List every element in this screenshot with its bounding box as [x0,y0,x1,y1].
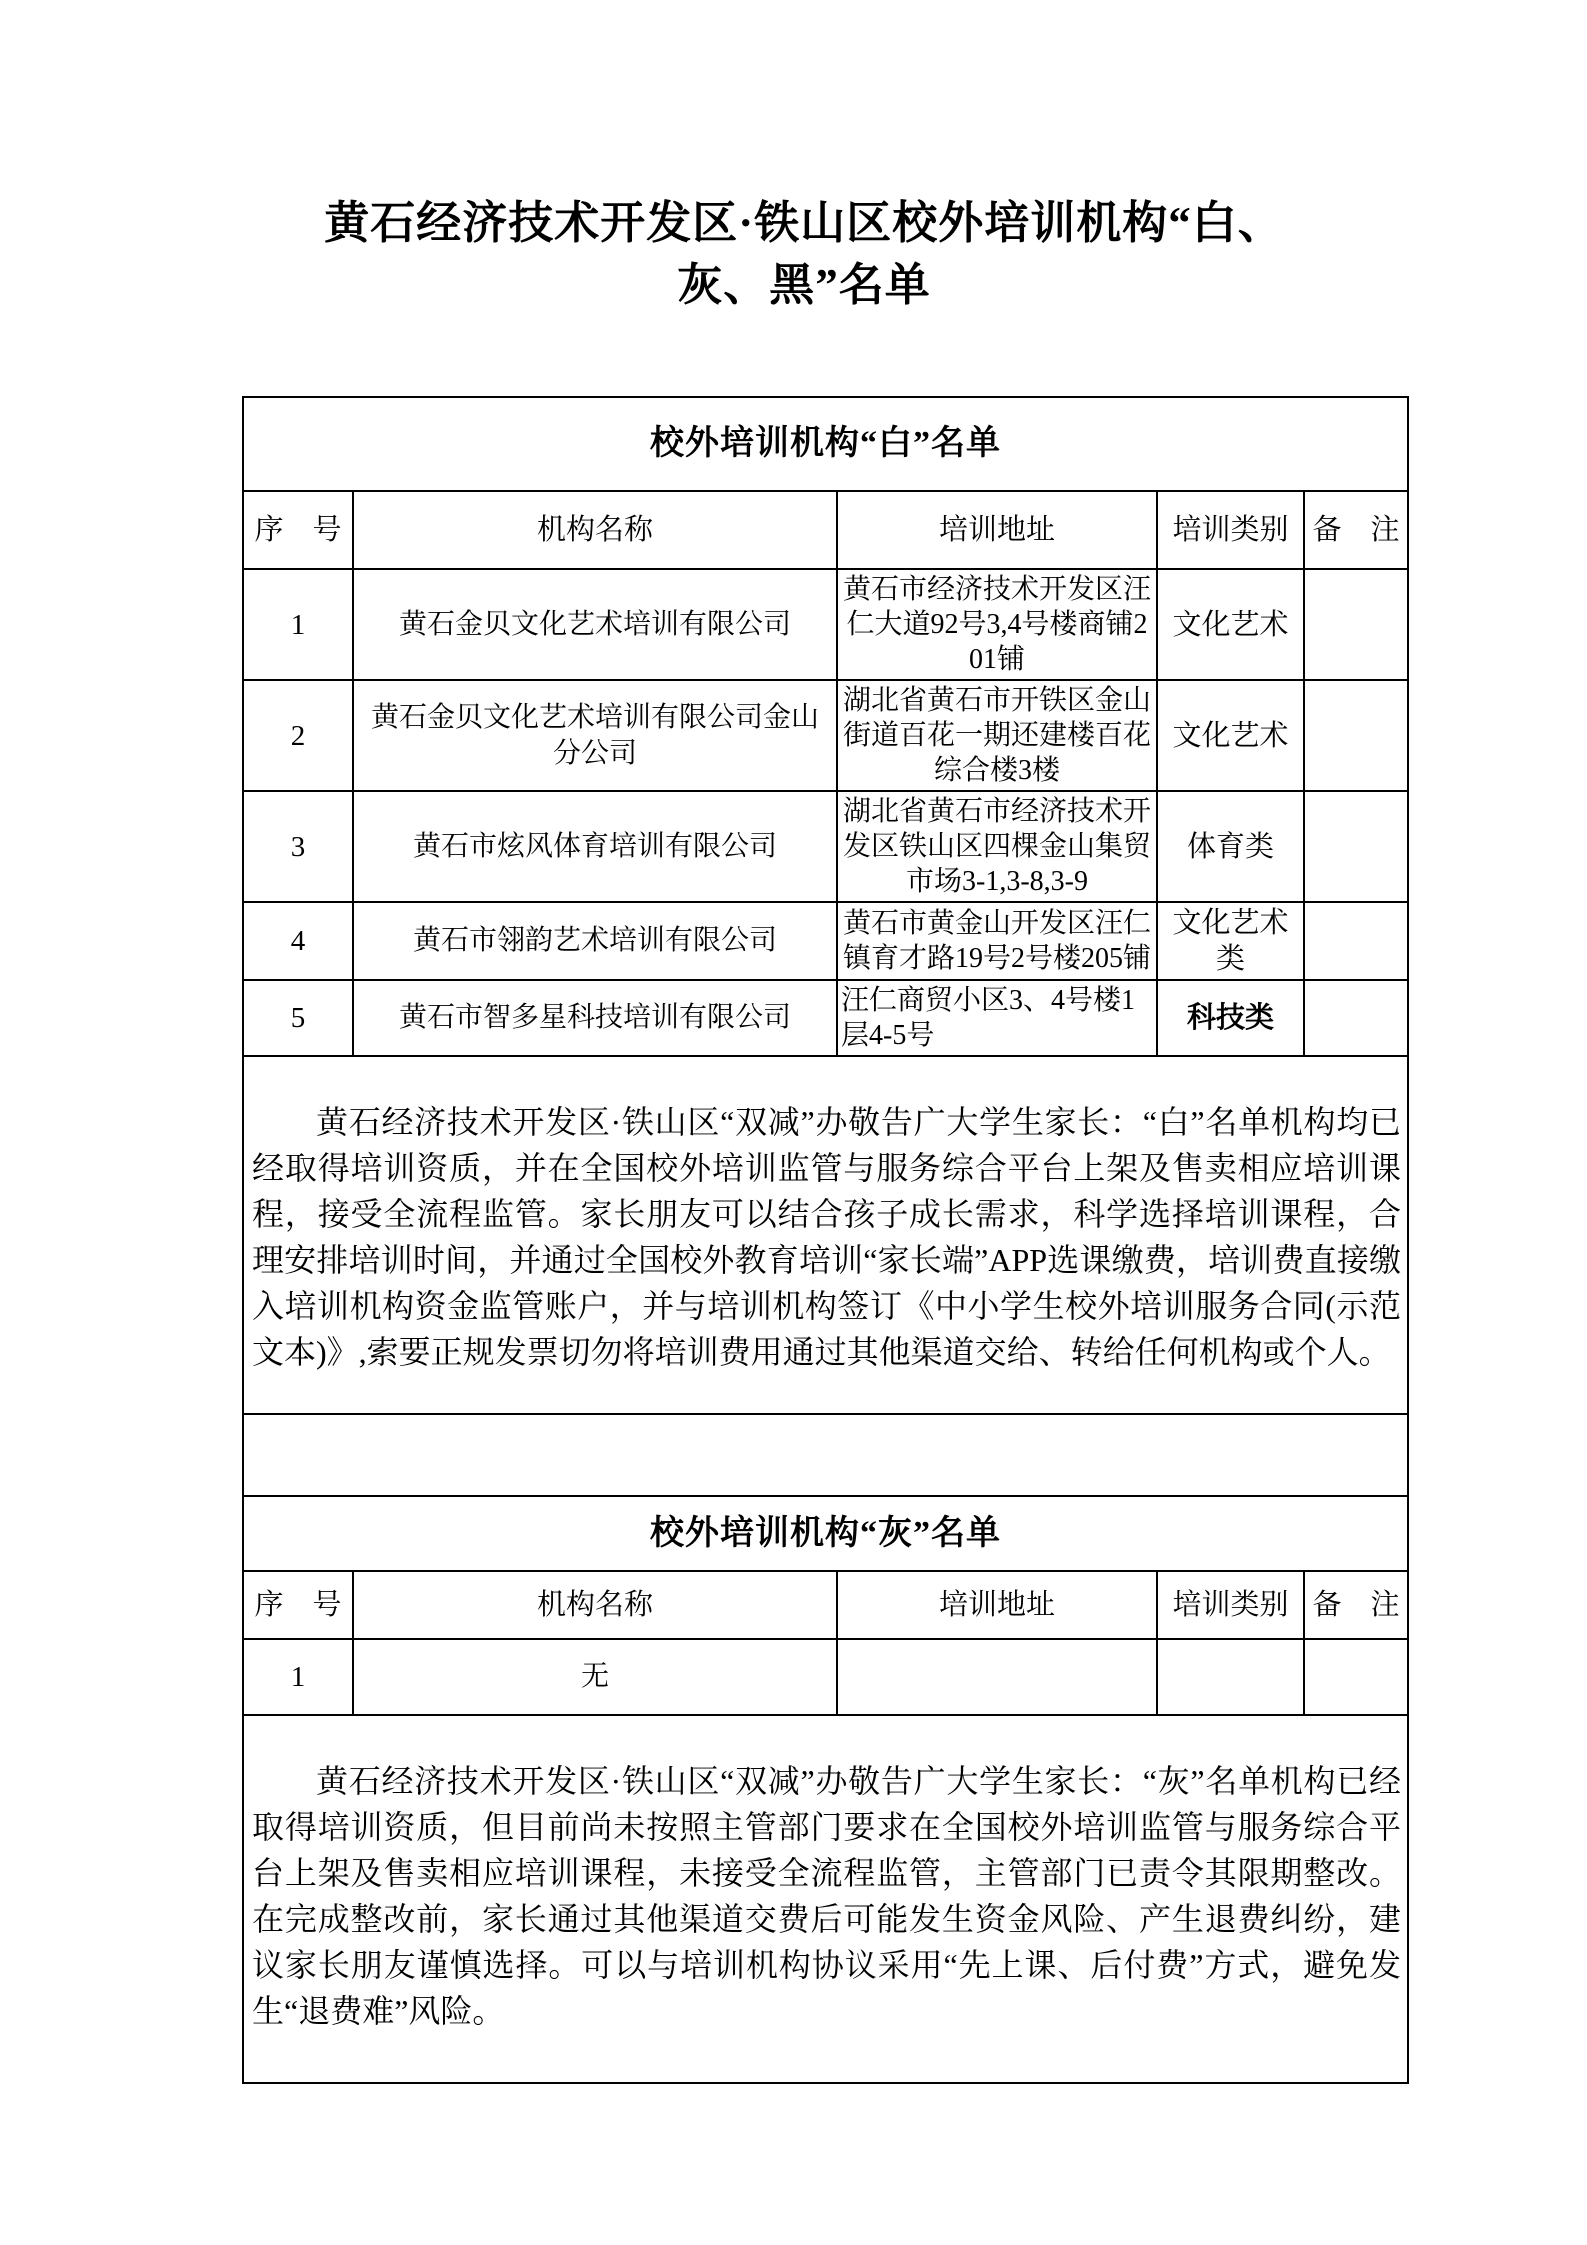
table-row [243,680,1408,791]
table-row [243,791,1408,902]
row-category: 文化艺术类 [1157,902,1304,980]
white-header-category: 培训类别 [1157,491,1304,569]
row-address: 黄石市黄金山开发区汪仁镇育才路19号2号楼205铺 [837,902,1157,980]
page-title-line1: 黄石经济技术开发区·铁山区校外培训机构“白、 [324,198,1284,248]
row-category: 体育类 [1157,791,1304,902]
row-address: 汪仁商贸小区3、4号楼1层4-5号 [837,980,1157,1056]
row-no: 3 [243,791,353,902]
grey-header-category: 培训类别 [1157,1571,1304,1639]
table-row [243,1639,1408,1715]
row-name: 黄石市翎韵艺术培训有限公司 [353,902,837,980]
row-note [1304,1639,1408,1715]
table-row [243,902,1408,980]
training-institutions-table [242,396,1409,2084]
row-note [1304,902,1408,980]
spacer-row [243,1414,1408,1496]
row-address: 湖北省黄石市经济技术开发区铁山区四棵金山集贸市场3-1,3-8,3-9 [837,791,1157,902]
row-address: 黄石市经济技术开发区汪仁大道92号3,4号楼商铺201铺 [837,569,1157,680]
row-no: 2 [243,680,353,791]
grey-list-title: 校外培训机构“灰”名单 [243,1496,1408,1571]
row-name: 黄石市炫风体育培训有限公司 [353,791,837,902]
white-list-header-row [243,491,1408,569]
white-notice-text: 黄石经济技术开发区·铁山区“双减”办敬告广大学生家长：“白”名单机构均已经取得培训资质，并在全国校外培训监管与服务综合平台上架及售卖相应培训课程，接受全流程监管。家长朋友可以结合孩子成长需求，科学选择培训课程，合理安排培训时间，并通过全国校外教育培训“家长端”APP选课缴费，培训费直接缴入培训机构资金监管账户，并与培训机构签订《中小学生校外培训服务合同(示范文本)》,索要正规发票切勿将培训费用通过其他渠道交给、转给任何机构或个人。 [243,1056,1408,1414]
row-address [837,1639,1157,1715]
row-note [1304,680,1408,791]
row-no: 1 [243,569,353,680]
row-name: 黄石市智多星科技培训有限公司 [353,980,837,1056]
row-name: 无 [353,1639,837,1715]
white-list-title: 校外培训机构“白”名单 [243,397,1408,491]
grey-header-no: 序 号 [243,1571,353,1639]
table-row [243,980,1408,1056]
white-header-note: 备 注 [1304,491,1408,569]
row-name: 黄石金贝文化艺术培训有限公司金山分公司 [353,680,837,791]
grey-notice-row [243,1715,1408,2083]
page-title [214,192,1394,316]
row-name: 黄石金贝文化艺术培训有限公司 [353,569,837,680]
row-category: 文化艺术 [1157,569,1304,680]
grey-header-name: 机构名称 [353,1571,837,1639]
row-no: 1 [243,1639,353,1715]
white-header-no: 序 号 [243,491,353,569]
grey-notice-text: 黄石经济技术开发区·铁山区“双减”办敬告广大学生家长：“灰”名单机构已经取得培训资质，但目前尚未按照主管部门要求在全国校外培训监管与服务综合平台上架及售卖相应培训课程，未接受全流程监管，主管部门已责令其限期整改。在完成整改前，家长通过其他渠道交费后可能发生资金风险、产生退费纠纷，建议家长朋友谨慎选择。可以与培训机构协议采用“先上课、后付费”方式，避免发生“退费难”风险。 [243,1715,1408,2083]
grey-list-header-row [243,1571,1408,1639]
white-list-title-row [243,397,1408,491]
row-category [1157,1639,1304,1715]
row-no: 5 [243,980,353,1056]
table-row [243,569,1408,680]
grey-list-title-row [243,1496,1408,1571]
page-title-line2: 灰、黑”名单 [677,260,931,310]
grey-header-address: 培训地址 [837,1571,1157,1639]
white-header-address: 培训地址 [837,491,1157,569]
row-category: 文化艺术 [1157,680,1304,791]
row-category: 科技类 [1157,980,1304,1056]
spacer-cell [243,1414,1408,1496]
row-note [1304,980,1408,1056]
row-address: 湖北省黄石市开铁区金山街道百花一期还建楼百花综合楼3楼 [837,680,1157,791]
row-note [1304,569,1408,680]
white-header-name: 机构名称 [353,491,837,569]
grey-header-note: 备 注 [1304,1571,1408,1639]
row-note [1304,791,1408,902]
white-notice-row [243,1056,1408,1414]
row-no: 4 [243,902,353,980]
